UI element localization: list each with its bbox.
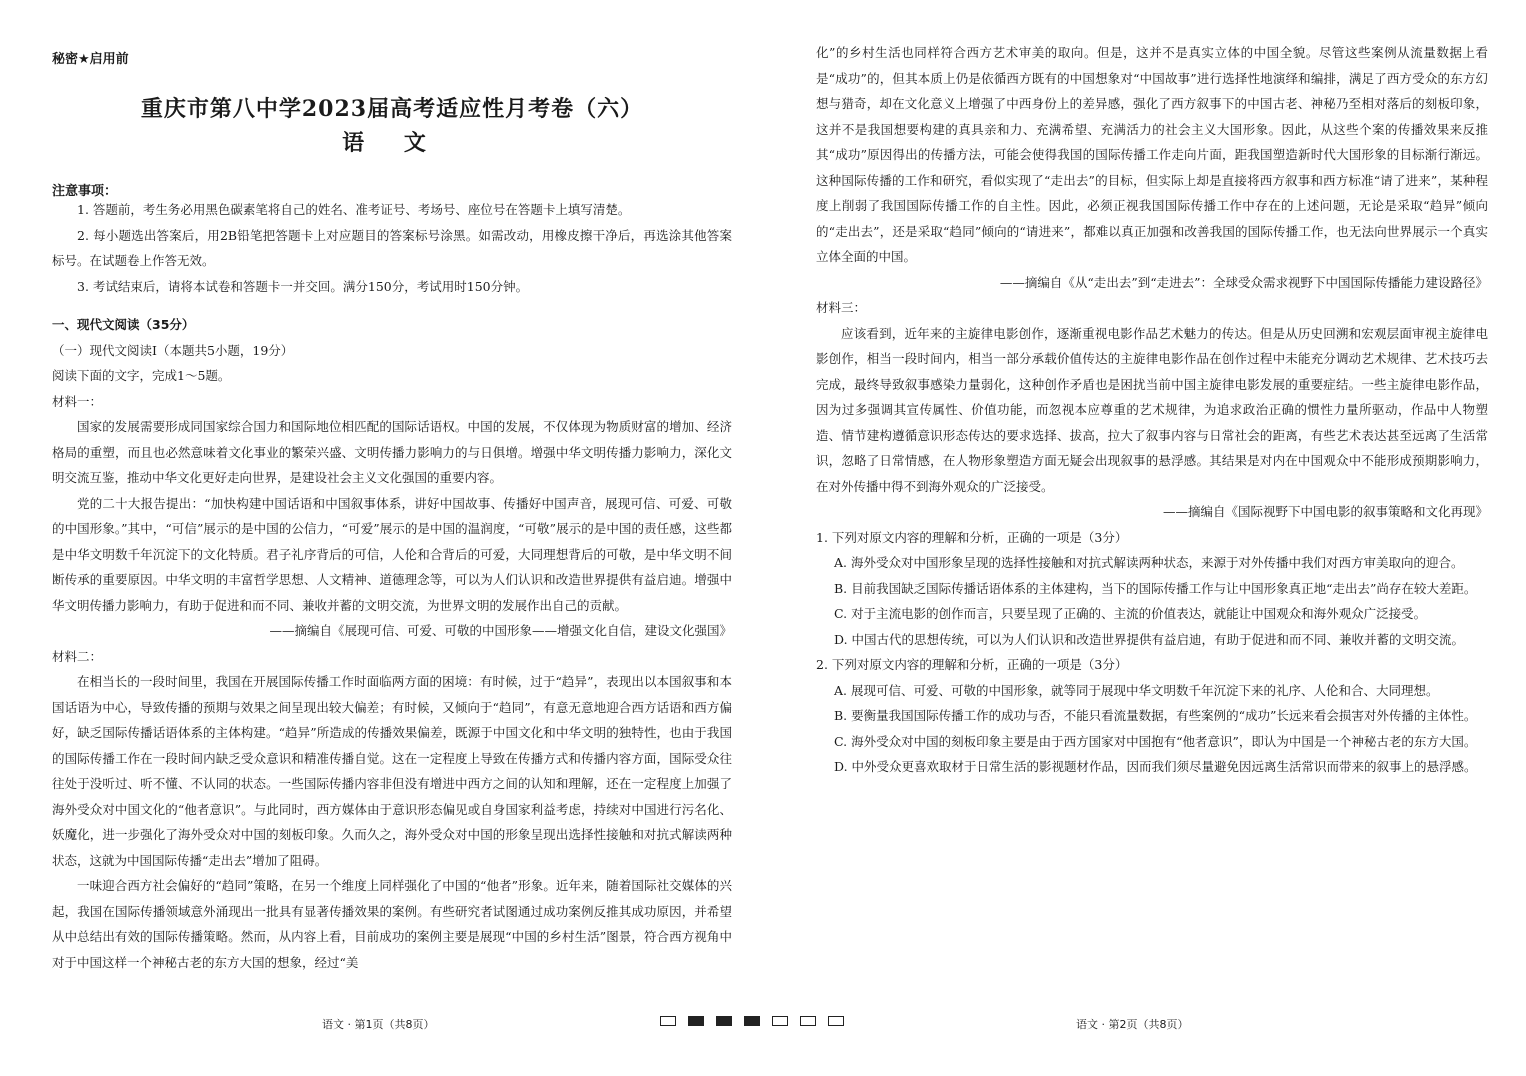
- material-one-source: ——摘编自《展现可信、可爱、可敬的中国形象——增强文化自信，建设文化强国》: [269, 623, 732, 638]
- registration-mark: [800, 1016, 816, 1026]
- question-1-option-b: B. 目前我国缺乏国际传播话语体系的主体建构，当下的国际传播工作与让中国形象真正地“走出去”尚存在较大差距。: [834, 580, 1477, 596]
- subsection-heading: （一）现代文阅读Ⅰ（本题共5小题，19分）: [52, 342, 294, 358]
- question-1-option-c: C. 对于主流电影的创作而言，只要呈现了正确的、主流的价值表达，就能让中国观众和海外观众广泛接受。: [834, 606, 1427, 621]
- section-one: [52, 312, 732, 975]
- registration-mark: [744, 1016, 760, 1026]
- material-three-label: 材料三：: [816, 300, 867, 315]
- notes-heading: 注意事项：: [52, 184, 118, 199]
- material-two-continued: 化”的乡村生活也同样符合西方艺术审美的取向。但是，这并不是真实立体的中国全貌。尽管这些案例从流量数据上看是“成功”的，但其本质上仍是依循西方既有的中国想象对“中国故事”进行选择性地演绎和编排，满足了西方受众的东方幻想与猎奇，却在文化意义上增强了中西身份上的差异感，强化了西方叙事下的中国古老、神秘乃至相对落后的刻板印象，这并不是我国想要构建的真具亲和力、充满希望、充满活力的社会主义大国形象。因此，从这些个案的传播效果来反推其“成功”原因得出的传播方法，可能会使得我国的国际传播工作走向片面，距我国塑造新时代大国形象的目标渐行渐远。这种国际传播的工作和研究，看似实现了“走出去”的目标，但实际上却是直接将西方叙事和西方标准“请了进来”，某种程度上削弱了我国国际传播工作的自主性。因此，必须正视我国国际传播工作中存在的上述问题，无论是采取“趋异”倾向的“走出去”，还是采取“趋同”倾向的“请进来”，都难以真正加强和改善我国的国际传播工作，也无法向世界展示一个真实立体全面的中国。: [816, 45, 1488, 264]
- question-1-option-d: D. 中国古代的思想传统，可以为人们认识和改造世界提供有益启迪，有助于促进和而不同、兼收并蓄的文明交流。: [834, 631, 1465, 647]
- material-one-label: 材料一：: [52, 393, 103, 409]
- material-one-paragraph: 国家的发展需要形成同国家综合国力和国际地位相匹配的国际话语权。中国的发展，不仅体现为物质财富的增加、经济格局的重塑，而且也必然意味着文化事业的繁荣兴盛、文明传播力影响力的与日俱增。增强中华文明传播力影响力，深化文明交流互鉴，推动中华文化更好走向世界，是建设社会主义文化强国的重要内容。: [52, 419, 732, 485]
- note-item: 1. 答题前，考生务必用黑色碳素笔将自己的姓名、准考证号、考场号、座位号在答题卡上填写清楚。: [77, 202, 631, 217]
- note-item: 2. 每小题选出答案后，用2B铅笔把答题卡上对应题目的答案标号涂黑。如需改动，用橡皮擦干净后，再选涂其他答案标号。在试题卷上作答无效。: [52, 227, 732, 268]
- material-two-source: ——摘编自《从“走出去”到“走进去”：全球受众需求视野下中国国际传播能力建设路径》: [999, 274, 1488, 290]
- registration-mark: [660, 1016, 676, 1026]
- material-one-paragraph: 党的二十大报告提出：“加快构建中国话语和中国叙事体系，讲好中国故事、传播好中国声音，展现可信、可爱、可敬的中国形象。”其中，“可信”展示的是中国的公信力，“可爱”展示的是中国的温润度，“可敬”展示的是中国的责任感，这些都是中华文明数千年沉淀下的文化特质。君子礼序背后的可信，人伦和合背后的可爱，大同理想背后的可敬，是中华文明不间断传承的重要原因。中华文明的丰富哲学思想、人文精神、道德理念等，可以为人们认识和改造世界提供有益启迪。增强中华文明传播力影响力，有助于促进和而不同、兼收并蓄的文明交流，为世界文明的发展作出自己的贡献。: [52, 495, 732, 613]
- reading-instruction: 阅读下面的文字，完成1～5题。: [52, 368, 231, 383]
- exam-title: 重庆市第八中学2023届高考适应性月考卷（六）: [140, 96, 644, 122]
- right-body: [816, 40, 1488, 780]
- question-2: 2. 下列对原文内容的理解和分析，正确的一项是（3分）: [816, 657, 1128, 672]
- question-2-option-d: D. 中外受众更喜欢取材于日常生活的影视题材作品，因而我们须尽量避免因远离生活常识而带来的叙事上的悬浮感。: [834, 759, 1477, 774]
- note-item: 3. 考试结束后，请将本试卷和答题卡一并交回。满分150分，考试用时150分钟。: [77, 278, 529, 294]
- registration-mark: [716, 1016, 732, 1026]
- question-2-option-b: B. 要衡量我国国际传播工作的成功与否，不能只看流量数据，有些案例的“成功”长远来看会损害对外传播的主体性。: [834, 708, 1477, 723]
- registration-mark: [828, 1016, 844, 1026]
- footer-left: 语文 · 第1页（共8页）: [322, 1018, 435, 1031]
- material-two-paragraph: 一味迎合西方社会偏好的“趋同”策略，在另一个维度上同样强化了中国的“他者”形象。近年来，随着国际社交媒体的兴起，我国在国际传播领域意外涌现出一批具有显著传播效果的案例。有些研究者试图通过成功案例反推其成功原因，并希望从中总结出有效的国际传播策略。然而，从内容上看，目前成功的案例主要是展现“中国的乡村生活”图景，符合西方视角中对于中国这样一个神秘古老的东方大国的想象，经过“美: [52, 878, 732, 970]
- footer-right: 语文 · 第2页（共8页）: [1076, 1018, 1189, 1031]
- registration-mark: [772, 1016, 788, 1026]
- notes-list: [52, 197, 732, 299]
- question-1: 1. 下列对原文内容的理解和分析，正确的一项是（3分）: [816, 529, 1128, 545]
- material-two-paragraph: 在相当长的一段时间里，我国在开展国际传播工作时面临两方面的困境：有时候，过于“趋异”，表现出以本国叙事和本国话语为中心，导致传播的预期与效果之间呈现出较大偏差；有时候，又倾向于“趋同”，有意无意地迎合西方话语和西方偏好，缺乏国际传播话语体系的主体构建。“趋异”所造成的传播效果偏差，既源于中国文化和中华文明的独特性，也由于我国的国际传播工作在一段时间内缺乏受众意识和精准传播自觉。这在一定程度上导致在传播方式和传播内容方面，国际受众往往处于没听过、听不懂、不认同的状态。一些国际传播内容非但没有增进中西方之间的认知和理解，还在一定程度上加强了海外受众对中国文化的“他者意识”。与此同时，西方媒体由于意识形态偏见或自身国家利益考虑，持续对中国进行污名化、妖魔化，进一步强化了海外受众对中国的刻板印象。久而久之，海外受众对中国的形象呈现出选择性接触和对抗式解读两种状态，这就为中国国际传播“走出去”增加了阻碍。: [52, 674, 732, 868]
- material-three-paragraph: 应该看到，近年来的主旋律电影创作，逐渐重视电影作品艺术魅力的传达。但是从历史回溯和宏观层面审视主旋律电影创作，相当一段时间内，相当一部分承载价值传达的主旋律电影作品在创作过程中未能充分调动艺术规律、艺术技巧去完成，最终导致叙事感染力量弱化，这种创作矛盾也是困扰当前中国主旋律电影发展的重要症结。一些主旋律电影作品，因为过多强调其宣传属性、价值功能，而忽视本应尊重的艺术规律，为追求政治正确的惯性力量所驱动，作品中人物塑造、情节建构遵循意识形态传达的要求选择、拔高，拉大了叙事内容与日常社会的距离，有些艺术表达甚至远离了生活常识，忽略了日常情感，在人物形象塑造方面无疑会出现叙事的悬浮感。其结果是对内在中国观众中不能形成预期影响力，在对外传播中得不到海外观众的广泛接受。: [816, 325, 1488, 494]
- page-marks: [660, 1016, 844, 1026]
- material-three-source: ——摘编自《国际视野下中国电影的叙事策略和文化再现》: [1162, 504, 1488, 519]
- secret-label: 秘密★启用前: [52, 52, 129, 67]
- subject-title: 语 文: [342, 130, 442, 156]
- material-two-label: 材料二：: [52, 648, 103, 664]
- question-2-option-a: A. 展现可信、可爱、可敬的中国形象，就等同于展现中华文明数千年沉淀下来的礼序、人伦和合、大同理想。: [834, 682, 1439, 698]
- question-2-option-c: C. 海外受众对中国的刻板印象主要是由于西方国家对中国抱有“他者意识”，即认为中国是一个神秘古老的东方大国。: [834, 733, 1477, 749]
- section-heading: 一、现代文阅读（35分）: [52, 317, 195, 332]
- registration-mark: [688, 1016, 704, 1026]
- question-1-option-a: A. 海外受众对中国形象呈现的选择性接触和对抗式解读两种状态，来源于对外传播中我们对西方审美取向的迎合。: [834, 555, 1464, 570]
